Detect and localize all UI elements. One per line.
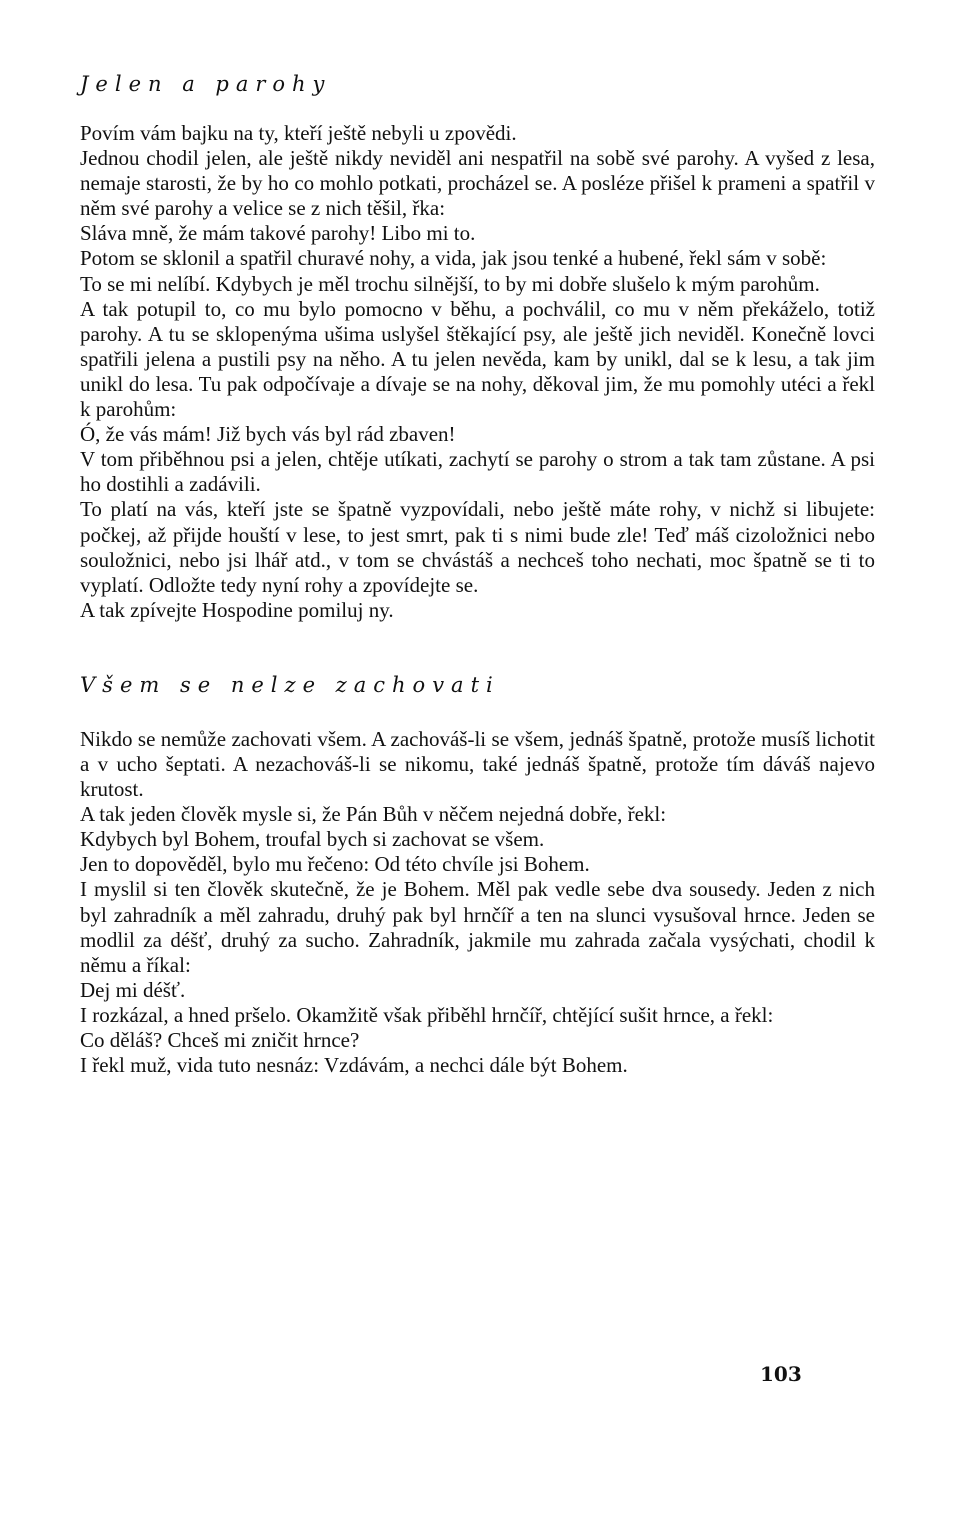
paragraph: Ó, že vás mám! Již bych vás byl rád zbaven! (80, 422, 456, 447)
paragraph: Kdybych byl Bohem, troufal bych si zachovat se všem. (80, 827, 545, 852)
paragraph: Sláva mně, že mám takové parohy! Libo mi to. (80, 221, 476, 246)
paragraph: Povím vám bajku na ty, kteří ještě nebyli u zpovědi. (80, 121, 517, 145)
paragraph: A tak jeden člověk mysle si, že Pán Bůh v něčem nejedná dobře, řekl: (80, 802, 667, 827)
paragraph: Dej mi déšť. (80, 977, 186, 1002)
paragraph: Co děláš? Chceš mi zničit hrnce? (80, 1028, 360, 1052)
paragraph: Nikdo se nemůže zachovati všem. A zachováš-li se všem, jednáš špatně, protože musíš lichotit a v ucho šeptati. A nezachováš-li se nikomu, také jednáš špatně, protože tím dáváš najevo krutost. (80, 726, 875, 802)
paragraph: I myslil si ten člověk skutečně, že je Bohem. Měl pak vedle sebe dva sousedy. Jeden z nich byl zahradník a měl zahradu, druhý pak byl hrnčíř a ten na slunci vysušoval hrnce. Jeden se modlil za déšť, druhý za sucho. Zahradník, jakmile mu zahrada začala vysýchati, chodil k němu a říkal: (80, 877, 875, 977)
page-content (80, 70, 875, 1078)
paragraph: A tak potupil to, co mu bylo pomocno v běhu, a pochválil, co mu v něm překáželo, totiž parohy. A tu se sklopenýma ušima uslyšel štěkající psy, ale ještě jich neviděl. Konečně lovci spatřili jelena a pustili psy na něho. A tu jelen nevěda, kam by unikl, dal se k lesu, a tak jim unikl do lesa. Tu pak odpočívaje a dívaje se na nohy, děkoval jim, že mu pomohly utéci a řekl k parohům: (80, 296, 875, 422)
section-body (80, 121, 875, 623)
paragraph: Potom se sklonil a spatřil churavé nohy, a vida, jak jsou tenké a hubené, řekl sám v sobě: (80, 246, 827, 271)
section-title: Jelen a parohy (80, 72, 332, 96)
paragraph: I rozkázal, a hned pršelo. Okamžitě však přiběhl hrnčíř, chtějící sušit hrnce, a řekl: (80, 1002, 774, 1027)
paragraph: To platí na vás, kteří jste se špatně vyzpovídali, nebo ještě máte rohy, v nichž si libujete: počkej, až přijde houští v lese, to jest smrt, pak ti s nimi bude zle! Teď máš cizoložnici nebo souložnici, nebo jsi lhář atd., v tom se chvástáš a nechceš toho nechati, moc špatně se ti to vyplatí. Odložte tedy nyní rohy a zpovídejte se. (80, 497, 875, 597)
paragraph: To se mi nelíbí. Kdybych je měl trochu silnější, to by mi dobře slušelo k mým parohům. (80, 271, 820, 296)
paragraph: Jen to dopověděl, bylo mu řečeno: Od této chvíle jsi Bohem. (80, 852, 590, 877)
paragraph: A tak zpívejte Hospodine pomiluj ny. (80, 597, 394, 622)
section-body (80, 727, 875, 1078)
paragraph: I řekl muž, vida tuto nesnáz: Vzdávám, a nechci dále být Bohem. (80, 1053, 628, 1078)
page-number: 103 (760, 1362, 802, 1386)
section-title: Všem se nelze zachovati (80, 672, 500, 697)
paragraph: V tom přiběhnou psi a jelen, chtěje utíkati, zachytí se parohy o strom a tak tam zůstane. A psi ho dostihli a zadávili. (80, 447, 875, 497)
paragraph: Jednou chodil jelen, ale ještě nikdy neviděl ani nespatřil na sobě své parohy. A vyšed z lesa, nemaje starosti, že by ho co mohlo potkati, procházel se. A posléze přišel k prameni a spatřil v něm své parohy a velice se z nich těšil, řka: (80, 146, 875, 221)
